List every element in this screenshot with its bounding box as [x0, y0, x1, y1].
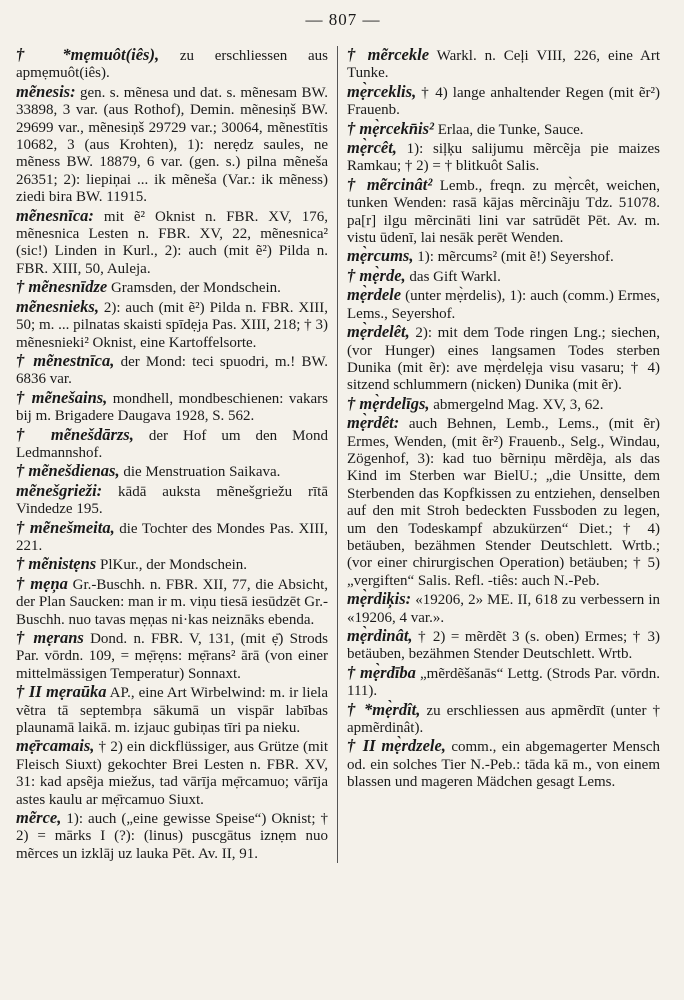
entry-headword: † mẽnestnīca,: [16, 350, 115, 370]
entry-headword: mẹ̀rdinât,: [347, 626, 413, 645]
entry-headword: † mẹ̀rcekn̄is²: [347, 118, 434, 138]
columns: [16, 46, 670, 863]
entry-text: Lemb., freqn. zu mẹ̀rcêt, weichen, tunken Wenden: rasā kājas mẽrcinãju Tdz. 51078. pa[r] ilgu mẽrcināti lini var satrūdēt Pēt. Av. m. vistu ūdenī, lai nesāk perēt Wenden.: [347, 177, 660, 247]
entry-headword: mẹ̀rdelêt,: [347, 322, 410, 342]
entry-headword: mẹ̀rdele: [347, 285, 402, 305]
dictionary-entry: [16, 462, 328, 481]
entry-headword: † mẽnistẹns: [16, 554, 97, 574]
entry-text: Gr.-Buschh. n. FBR. XII, 77, die Absicht, der Plan Saucken: man ir m. viņu tiesā iesūdzēt Gr.-Buschh. nuo tavas mẹņas ni·kas neiznāks ebenda.: [16, 576, 329, 628]
dictionary-entry: [16, 737, 328, 809]
dictionary-entry: [16, 352, 328, 389]
entry-headword: mẹ̀rcums,: [347, 246, 414, 266]
entry-headword: mẽnešgrieži:: [16, 480, 103, 500]
entry-text: «19206, 2» ME. II, 618 zu verbessern in «19206, 4 var.».: [347, 592, 660, 626]
entry-text: comm., ein abgemagerter Mensch od. ein solches Tier N.-Peb.: tāda kā m., von einem blassen und mageren Mädchen gesagt Lems.: [347, 739, 661, 791]
entry-text: zu erschliessen aus apmẽrdīt (unter † apmẽrdinât).: [347, 702, 660, 737]
dictionary-entry: [347, 46, 660, 83]
entry-headword: mẹ̀rceklis,: [347, 81, 417, 101]
entry-text: AP., eine Art Wirbelwind: m. ir liela vẽtra tā septembŗa sākumā un vispār labības plaunamā laikā. m. izjauc gubiņas tīri pa nieku.: [16, 685, 328, 737]
entry-text: Erlaa, die Tunke, Sauce.: [437, 121, 584, 138]
entry-headword: † *mẹ̀rdît,: [347, 699, 421, 719]
entry-text: PlKur., der Mondschein.: [99, 557, 248, 574]
dictionary-entry: [347, 120, 660, 139]
entry-headword: mẽrce,: [16, 808, 62, 828]
entry-headword: † mẽnešains,: [16, 387, 108, 407]
entry-headword: † mẽnešmeita,: [16, 517, 115, 537]
entry-text: 2): auch (mit ẽ²) Pilda n. FBR. XIII, 50; m. ... pilnatas skaisti spīdẹja Pas. XIII, 218; † 3) mẽnesnieki² Oknist, eine Kartoffelsorte.: [16, 299, 329, 351]
dictionary-entry: [347, 701, 660, 738]
dictionary-entry: [16, 575, 328, 629]
dictionary-entry: [347, 323, 660, 395]
dictionary-entry: [347, 590, 660, 627]
entry-text: (unter mẹ̀rdelis), 1): auch (comm.) Ermes, Lems., Seyershof.: [347, 288, 660, 322]
entry-headword: † mẽrcinât²: [347, 174, 433, 194]
entry-text: 1): auch („eine gewisse Speise“) Oknist; † 2) = mārks I (?): (linus) puscgātus iznẹm nuo mẽrces un izklāj uz lauka Pēt. Av. II, 91.: [16, 811, 329, 862]
entry-headword: mẽnesis:: [16, 81, 76, 101]
entry-headword: † mẽnesnīdze: [16, 277, 108, 297]
right-column: [338, 46, 660, 863]
entry-text: 2): mit dem Tode ringen Lng.; siechen, (vor Hunger) eines langsamen Todes sterben Dunika (mit ẽr): ave mẹ̀rdelẹja visu vasaru; † 4) sitzend schlummern (nicken) Dunika (mit ẽr).: [347, 325, 661, 394]
entry-headword: mẹ̀rdiķis:: [347, 589, 412, 609]
entry-text: „mẽrdẽšanās“ Lettg. (Strods Par. vōrdn. 111).: [347, 665, 660, 700]
dictionary-entry: [16, 519, 328, 556]
entry-headword: † *mẹmuôt(iês),: [16, 45, 160, 64]
dictionary-entry: [16, 46, 328, 83]
entry-text: gen. s. mẽnesa und dat. s. mẽnesam BW. 33898, 3 var. (aus Rothof), Demin. mẽnesiņš BW. 29699 var., mẽnesiņš 29729 var.; 30064, mẽnestītis 10682, 3 (aus Krohten), 1): nerẹdz saules, ne mẽness BW. 18879, 6 var. (gen. s.) pilna mẽneša 26351; 2): liepiņai ... ik mẽneša (Var.: ik mẽness) ziedi bira BW. 11915.: [16, 84, 328, 206]
dictionary-entry: [347, 176, 660, 248]
dictionary-entry: [347, 627, 660, 664]
entry-text: † 4) lange anhaltender Regen (mit ẽr²) Frauenb.: [347, 84, 661, 119]
entry-text: 1): mẽrcums² (mit ẽ!) Seyershof.: [417, 249, 614, 266]
dictionary-entry: [347, 247, 660, 266]
dictionary-entry: [347, 286, 660, 323]
entry-headword: mẽnesnieks,: [16, 296, 99, 316]
entry-headword: † mẽnešdārzs,: [16, 424, 134, 444]
dictionary-entry: [347, 267, 660, 286]
entry-text: der Hof um den Mond Ledmannshof.: [16, 427, 328, 461]
entry-text: Gramsden, der Mondschein.: [110, 280, 281, 297]
entry-headword: † mẽrcekle: [347, 45, 430, 64]
entry-headword: mẹ̀rdêt:: [347, 413, 400, 433]
dictionary-entry: [16, 207, 328, 279]
entry-headword: † mẹ̀rdība: [347, 662, 416, 682]
entry-headword: † mẹ̀rdelīgs,: [347, 393, 430, 413]
entry-text: Dond. n. FBR. V, 131, (mit ẹ̄) Strods Par. vōrdn. 109, = mẹ̄rẹns: mẹ̄rans² ārā (von einer mittelmässigen Temperatur) Sonnaxt.: [16, 631, 328, 682]
entry-text: Warkl. n. Ceļi VIII, 226, eine Art Tunke.: [347, 48, 660, 82]
page-number: — 807 —: [305, 10, 381, 29]
dictionary-entry: [16, 629, 328, 683]
entry-text: mondhell, mondbeschienen: vakars bij m. Brigadere Daugava 1928, S. 562.: [16, 390, 328, 425]
entry-text: † 2) ein dickflüssiger, aus Grütze (mit Fleisch Siuxt) gekochter Brei Lesten n. FBR. XV, 31: kad apsẽja miežus, tad vārīja mẹ̄rcamuo; vārīja astes kaulu ar mẹ̄rcamuo Siuxt.: [16, 739, 328, 808]
entry-headword: mẹ̀rcêt,: [347, 138, 397, 158]
left-column: [16, 46, 338, 863]
dictionary-entry: [347, 139, 660, 176]
dictionary-entry: [16, 482, 328, 519]
entry-text: auch Behnen, Lemb., Lems., (mit ẽr) Ermes, Wenden, (mit ẽr²) Frauenb., Selg., Windau, Zögenhof, 3): kad tuo bẽrniņu mẽrdẽja, als das Kind im Sterben war BielU.; „die Unsitte, dem Sterbenden das Kopfkissen zu entziehen, denselben auf den mit Stroh bedeckten Fussboden zu legen, um den Todeskampf abzukürzen“ Diet.; † 4) betäuben, bezähmen Stender Deutschlett. Wrtb.; (vor einer chirurgischen Operation) betäuben; † 5) „vergiften“ Salis. Refl. -tiês: auch N.-Peb.: [347, 416, 660, 589]
entry-headword: mẽnesnīca:: [16, 205, 94, 225]
dictionary-entry: [16, 426, 328, 463]
entry-headword: mẹ̄rcamais,: [16, 736, 95, 756]
dictionary-entry: [347, 414, 660, 590]
entry-text: der Mond: teci spuodri, m.! BW. 6836 var.: [16, 353, 328, 388]
entry-headword: † II mẹ̀rdzele,: [347, 736, 446, 756]
entry-text: das Gift Warkl.: [409, 268, 501, 285]
dictionary-entry: [347, 83, 660, 120]
dictionary-entry: [347, 395, 660, 414]
dictionary-entry: [16, 83, 328, 207]
entry-headword: † mẹrans: [16, 628, 84, 647]
entry-headword: † II mẹraūka: [16, 682, 107, 702]
entry-headword: † mẽnešdienas,: [16, 461, 120, 481]
entry-text: abmergelnd Mag. XV, 3, 62.: [433, 396, 604, 413]
entry-text: die Tochter des Mondes Pas. XIII, 221.: [16, 520, 329, 554]
entry-text: 1): siļķu salijumu mẽrcẽja pie maizes Ramkau; † 2) = † blitkuôt Salis.: [347, 141, 660, 175]
entry-headword: † mẹ̀rde,: [347, 265, 406, 285]
entry-text: kādā auksta mẽnešgriežu rītā Vindedze 195.: [16, 483, 329, 518]
entry-text: die Menstruation Saikava.: [123, 464, 281, 481]
dictionary-entry: [16, 683, 328, 737]
dictionary-entry: [16, 278, 328, 297]
dictionary-entry: [347, 664, 660, 701]
entry-text: mit ẽ² Oknist n. FBR. XV, 176, mẽnesnica Lesten n. FBR. XV, 22, mẽnesnica² (sic!) Linden in Kurl., 2): auch (mit ẽ²) Pilda n. FBR. XIII, 50, Auleja.: [16, 208, 329, 277]
dictionary-entry: [16, 389, 328, 426]
dictionary-entry: [16, 298, 328, 352]
dictionary-entry: [16, 555, 328, 574]
dictionary-entry: [16, 809, 328, 863]
dictionary-entry: [347, 737, 660, 791]
entry-text: zu erschliessen aus apmẹmuôt(iês).: [16, 48, 328, 82]
entry-headword: † mẹņa: [16, 573, 68, 593]
entry-text: † 2) = mẽrdẽt 3 (s. oben) Ermes; † 3) betäuben, bezähmen Stender Deutschlett. Wrtb.: [347, 629, 660, 663]
